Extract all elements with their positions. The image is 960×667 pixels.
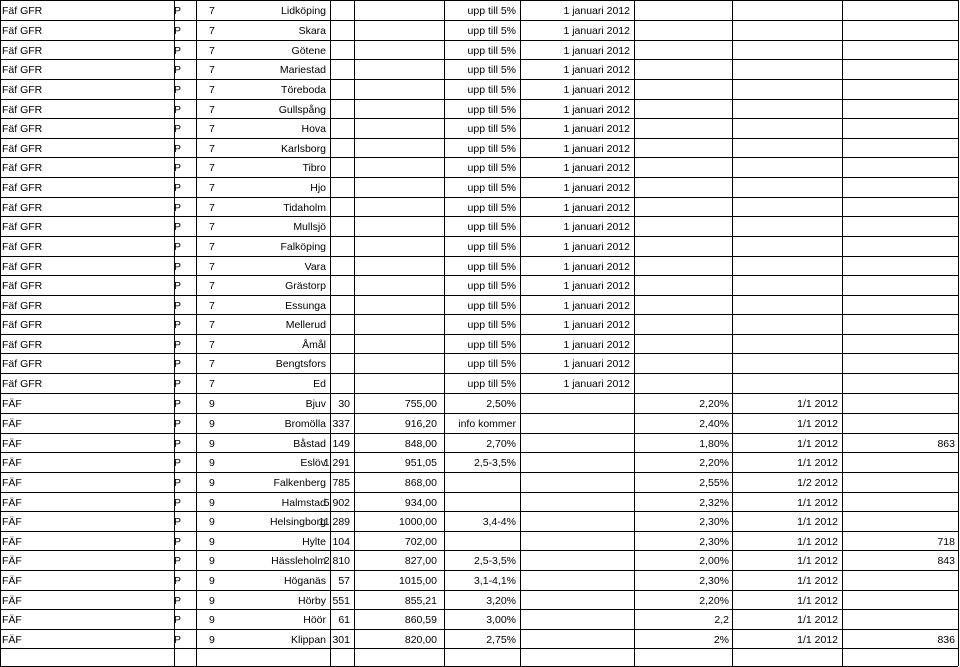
cell-unit[interactable]: Fäf GFR	[2, 104, 43, 116]
cell-municipality[interactable]: Lidköping	[281, 5, 326, 17]
cell-municipality[interactable]: Töreboda	[281, 84, 326, 96]
cell-type[interactable]: P	[174, 634, 182, 646]
cell-municipality[interactable]: Båstad	[293, 438, 326, 450]
cell-class[interactable]: 9	[209, 614, 215, 626]
cell-type[interactable]: P	[174, 339, 182, 351]
cell-municipality[interactable]: Helsingborg	[269, 516, 326, 528]
cell-date[interactable]: 1 januari 2012	[563, 358, 630, 370]
row-gridline	[0, 648, 958, 649]
cell-date[interactable]: 1 januari 2012	[563, 162, 630, 174]
cell-rate2[interactable]: 2,20%	[699, 595, 729, 607]
cell-municipality[interactable]: Hörby	[297, 595, 326, 607]
cell-unit[interactable]: FÄF	[2, 477, 22, 489]
row-gridline	[0, 99, 958, 100]
cell-type[interactable]: P	[174, 536, 182, 548]
cell-unit[interactable]: FÄF	[2, 614, 22, 626]
row-gridline	[0, 118, 958, 119]
row-gridline	[0, 334, 958, 335]
cell-unit[interactable]: Fäf GFR	[2, 162, 43, 174]
cell-type[interactable]: P	[174, 123, 182, 135]
cell-class[interactable]: 7	[209, 202, 215, 214]
cell-rate[interactable]: upp till 5%	[467, 64, 516, 76]
cell-rate2[interactable]: 2,40%	[699, 418, 729, 430]
cell-municipality[interactable]: Höganäs	[283, 575, 326, 587]
cell-municipality[interactable]: Essunga	[285, 300, 326, 312]
cell-class[interactable]: 7	[209, 64, 215, 76]
cell-unit[interactable]: FÄF	[2, 438, 22, 450]
cell-class[interactable]: 7	[209, 104, 215, 116]
row-gridline	[0, 59, 958, 60]
cell-type[interactable]: P	[174, 595, 182, 607]
cell-amount[interactable]: 1015,00	[399, 575, 437, 587]
cell-class[interactable]: 9	[209, 516, 215, 528]
cell-date[interactable]: 1 januari 2012	[563, 182, 630, 194]
cell-count[interactable]: 1 291	[323, 457, 350, 469]
cell-type[interactable]: P	[174, 457, 182, 469]
cell-unit[interactable]: Fäf GFR	[2, 64, 43, 76]
cell-municipality[interactable]: Klippan	[290, 634, 326, 646]
row-gridline	[0, 531, 958, 532]
cell-class[interactable]: 9	[209, 438, 215, 450]
cell-rate[interactable]: upp till 5%	[467, 378, 516, 390]
cell-value[interactable]: 718	[937, 536, 955, 548]
cell-amount[interactable]: 951,05	[404, 457, 437, 469]
cell-from-date[interactable]: 1/1 2012	[797, 595, 838, 607]
cell-date[interactable]: 1 januari 2012	[563, 261, 630, 273]
cell-municipality[interactable]: Mellerud	[285, 319, 326, 331]
cell-rate[interactable]: upp till 5%	[467, 162, 516, 174]
cell-municipality[interactable]: Skara	[298, 25, 326, 37]
cell-class[interactable]: 9	[209, 536, 215, 548]
cell-municipality[interactable]: Falköping	[280, 241, 326, 253]
row-gridline	[0, 609, 958, 610]
cell-municipality[interactable]: Mullsjö	[293, 221, 326, 233]
cell-type[interactable]: P	[174, 575, 182, 587]
cell-date[interactable]: 1 januari 2012	[563, 25, 630, 37]
cell-from-date[interactable]: 1/1 2012	[797, 438, 838, 450]
row-gridline	[0, 629, 958, 630]
row-gridline	[0, 393, 958, 394]
cell-municipality[interactable]: Halmstad	[281, 497, 326, 509]
cell-date[interactable]: 1 januari 2012	[563, 280, 630, 292]
cell-amount[interactable]: 848,00	[404, 438, 437, 450]
cell-count[interactable]: 30	[338, 398, 350, 410]
cell-municipality[interactable]: Mariestad	[279, 64, 326, 76]
cell-class[interactable]: 9	[209, 418, 215, 430]
cell-type[interactable]: P	[174, 319, 182, 331]
cell-rate[interactable]: upp till 5%	[467, 5, 516, 17]
row-gridline	[0, 236, 958, 237]
cell-amount[interactable]: 860,59	[404, 614, 437, 626]
cell-class[interactable]: 7	[209, 241, 215, 253]
cell-type[interactable]: P	[174, 64, 182, 76]
cell-unit[interactable]: FÄF	[2, 595, 22, 607]
cell-unit[interactable]: Fäf GFR	[2, 300, 43, 312]
cell-from-date[interactable]: 1/1 2012	[797, 497, 838, 509]
cell-value[interactable]: 863	[937, 438, 955, 450]
cell-rate[interactable]: 3,1-4,1%	[473, 575, 516, 587]
cell-class[interactable]: 9	[209, 398, 215, 410]
row-gridline	[0, 20, 958, 21]
cell-count[interactable]: 337	[332, 418, 350, 430]
cell-unit[interactable]: Fäf GFR	[2, 182, 43, 194]
cell-amount[interactable]: 820,00	[404, 634, 437, 646]
cell-type[interactable]: P	[174, 555, 182, 567]
cell-rate[interactable]: info kommer	[458, 418, 516, 430]
cell-from-date[interactable]: 1/1 2012	[797, 457, 838, 469]
cell-from-date[interactable]: 1/1 2012	[797, 398, 838, 410]
cell-rate2[interactable]: 1,80%	[699, 438, 729, 450]
cell-class[interactable]: 7	[209, 319, 215, 331]
cell-type[interactable]: P	[174, 45, 182, 57]
cell-type[interactable]: P	[174, 358, 182, 370]
cell-date[interactable]: 1 januari 2012	[563, 241, 630, 253]
cell-municipality[interactable]: Bjuv	[305, 398, 326, 410]
cell-amount[interactable]: 1000,00	[399, 516, 437, 528]
cell-unit[interactable]: Fäf GFR	[2, 143, 43, 155]
cell-unit[interactable]: FÄF	[2, 497, 22, 509]
cell-type[interactable]: P	[174, 261, 182, 273]
cell-municipality[interactable]: Åmål	[302, 339, 326, 351]
row-gridline	[0, 413, 958, 414]
cell-class[interactable]: 7	[209, 45, 215, 57]
cell-from-date[interactable]: 1/1 2012	[797, 634, 838, 646]
cell-rate[interactable]: 2,5-3,5%	[473, 555, 516, 567]
row-gridline	[0, 0, 958, 1]
cell-class[interactable]: 9	[209, 497, 215, 509]
cell-rate[interactable]: 3,20%	[486, 595, 516, 607]
cell-type[interactable]: P	[174, 143, 182, 155]
row-gridline	[0, 472, 958, 473]
cell-from-date[interactable]: 1/1 2012	[797, 614, 838, 626]
cell-class[interactable]: 9	[209, 555, 215, 567]
cell-unit[interactable]: Fäf GFR	[2, 319, 43, 331]
cell-type[interactable]: P	[174, 418, 182, 430]
cell-amount[interactable]: 934,00	[404, 497, 437, 509]
cell-rate[interactable]: upp till 5%	[467, 339, 516, 351]
cell-class[interactable]: 9	[209, 457, 215, 469]
row-gridline	[0, 353, 958, 354]
cell-value[interactable]: 836	[937, 634, 955, 646]
cell-count[interactable]: 785	[332, 477, 350, 489]
cell-class[interactable]: 7	[209, 358, 215, 370]
cell-unit[interactable]: Fäf GFR	[2, 339, 43, 351]
cell-from-date[interactable]: 1/1 2012	[797, 536, 838, 548]
cell-class[interactable]: 7	[209, 378, 215, 390]
cell-unit[interactable]: Fäf GFR	[2, 123, 43, 135]
cell-count[interactable]: 104	[332, 536, 350, 548]
row-gridline	[0, 570, 958, 571]
row-gridline	[0, 373, 958, 374]
cell-rate[interactable]: upp till 5%	[467, 319, 516, 331]
cell-municipality[interactable]: Ed	[313, 378, 326, 390]
cell-rate2[interactable]: 2,00%	[699, 555, 729, 567]
cell-unit[interactable]: FÄF	[2, 555, 22, 567]
cell-rate[interactable]: upp till 5%	[467, 221, 516, 233]
cell-unit[interactable]: Fäf GFR	[2, 202, 43, 214]
cell-municipality[interactable]: Eslöv	[300, 457, 326, 469]
cell-rate[interactable]: upp till 5%	[467, 202, 516, 214]
cell-municipality[interactable]: Götene	[291, 45, 326, 57]
cell-from-date[interactable]: 1/1 2012	[797, 575, 838, 587]
cell-class[interactable]: 7	[209, 182, 215, 194]
cell-date[interactable]: 1 januari 2012	[563, 84, 630, 96]
cell-unit[interactable]: FÄF	[2, 516, 22, 528]
cell-count[interactable]: 551	[332, 595, 350, 607]
row-gridline	[0, 452, 958, 453]
cell-rate2[interactable]: 2,30%	[699, 536, 729, 548]
cell-municipality[interactable]: Tibro	[302, 162, 326, 174]
cell-from-date[interactable]: 1/2 2012	[797, 477, 838, 489]
cell-date[interactable]: 1 januari 2012	[563, 339, 630, 351]
cell-municipality[interactable]: Hässleholm	[271, 555, 326, 567]
cell-from-date[interactable]: 1/1 2012	[797, 555, 838, 567]
cell-municipality[interactable]: Karlsborg	[281, 143, 326, 155]
cell-type[interactable]: P	[174, 104, 182, 116]
cell-class[interactable]: 7	[209, 162, 215, 174]
cell-date[interactable]: 1 januari 2012	[563, 104, 630, 116]
cell-class[interactable]: 7	[209, 300, 215, 312]
cell-rate[interactable]: 2,75%	[486, 634, 516, 646]
row-gridline	[0, 40, 958, 41]
row-gridline	[0, 157, 958, 158]
cell-class[interactable]: 7	[209, 339, 215, 351]
row-gridline	[0, 433, 958, 434]
cell-value[interactable]: 843	[937, 555, 955, 567]
cell-from-date[interactable]: 1/1 2012	[797, 418, 838, 430]
cell-rate[interactable]: upp till 5%	[467, 84, 516, 96]
cell-amount[interactable]: 827,00	[404, 555, 437, 567]
cell-rate2[interactable]: 2,30%	[699, 575, 729, 587]
cell-class[interactable]: 7	[209, 123, 215, 135]
cell-count[interactable]: 5 902	[323, 497, 350, 509]
cell-type[interactable]: P	[174, 162, 182, 174]
cell-from-date[interactable]: 1/1 2012	[797, 516, 838, 528]
cell-rate2[interactable]: 2%	[713, 634, 729, 646]
cell-municipality[interactable]: Bengtsfors	[275, 358, 326, 370]
cell-date[interactable]: 1 januari 2012	[563, 5, 630, 17]
cell-date[interactable]: 1 januari 2012	[563, 45, 630, 57]
cell-class[interactable]: 7	[209, 280, 215, 292]
cell-municipality[interactable]: Gullspång	[278, 104, 326, 116]
cell-unit[interactable]: Fäf GFR	[2, 280, 43, 292]
cell-date[interactable]: 1 januari 2012	[563, 202, 630, 214]
cell-count[interactable]: 11 289	[318, 516, 350, 528]
cell-rate[interactable]: upp till 5%	[467, 25, 516, 37]
cell-rate[interactable]: 2,50%	[486, 398, 516, 410]
cell-rate[interactable]: upp till 5%	[467, 241, 516, 253]
cell-count[interactable]: 149	[332, 438, 350, 450]
cell-unit[interactable]: Fäf GFR	[2, 5, 43, 17]
cell-class[interactable]: 7	[209, 143, 215, 155]
row-gridline	[0, 216, 958, 217]
cell-unit[interactable]: Fäf GFR	[2, 358, 43, 370]
cell-municipality[interactable]: Bromölla	[284, 418, 326, 430]
cell-municipality[interactable]: Hjo	[310, 182, 326, 194]
cell-amount[interactable]: 755,00	[404, 398, 437, 410]
cell-unit[interactable]: Fäf GFR	[2, 241, 43, 253]
cell-date[interactable]: 1 januari 2012	[563, 123, 630, 135]
cell-municipality[interactable]: Grästorp	[285, 280, 326, 292]
cell-rate2[interactable]: 2,55%	[699, 477, 729, 489]
cell-type[interactable]: P	[174, 477, 182, 489]
cell-date[interactable]: 1 januari 2012	[563, 378, 630, 390]
cell-date[interactable]: 1 januari 2012	[563, 143, 630, 155]
row-gridline	[0, 511, 958, 512]
cell-count[interactable]: 301	[332, 634, 350, 646]
row-gridline	[0, 79, 958, 80]
cell-unit[interactable]: Fäf GFR	[2, 261, 43, 273]
cell-amount[interactable]: 702,00	[404, 536, 437, 548]
cell-unit[interactable]: FÄF	[2, 457, 22, 469]
cell-rate2[interactable]: 2,32%	[699, 497, 729, 509]
cell-type[interactable]: P	[174, 182, 182, 194]
cell-count[interactable]: 61	[338, 614, 350, 626]
cell-type[interactable]: P	[174, 221, 182, 233]
cell-rate[interactable]: upp till 5%	[467, 104, 516, 116]
cell-type[interactable]: P	[174, 25, 182, 37]
cell-unit[interactable]: FÄF	[2, 634, 22, 646]
cell-rate[interactable]: upp till 5%	[467, 300, 516, 312]
cell-rate[interactable]: upp till 5%	[467, 280, 516, 292]
column-gridline	[958, 0, 959, 666]
row-gridline	[0, 550, 958, 551]
row-gridline	[0, 177, 958, 178]
cell-rate2[interactable]: 2,20%	[699, 398, 729, 410]
cell-rate[interactable]: upp till 5%	[467, 261, 516, 273]
cell-rate2[interactable]: 2,30%	[699, 516, 729, 528]
cell-class[interactable]: 7	[209, 25, 215, 37]
cell-municipality[interactable]: Höör	[303, 614, 326, 626]
cell-type[interactable]: P	[174, 202, 182, 214]
cell-rate[interactable]: upp till 5%	[467, 143, 516, 155]
cell-rate[interactable]: 2,70%	[486, 438, 516, 450]
cell-count[interactable]: 57	[338, 575, 350, 587]
cell-rate2[interactable]: 2,2	[714, 614, 729, 626]
cell-type[interactable]: P	[174, 300, 182, 312]
cell-unit[interactable]: FÄF	[2, 575, 22, 587]
cell-class[interactable]: 7	[209, 84, 215, 96]
cell-amount[interactable]: 855,21	[404, 595, 437, 607]
row-gridline	[0, 256, 958, 257]
cell-rate[interactable]: upp till 5%	[467, 123, 516, 135]
cell-rate[interactable]: upp till 5%	[467, 45, 516, 57]
row-gridline	[0, 314, 958, 315]
cell-class[interactable]: 9	[209, 477, 215, 489]
cell-type[interactable]: P	[174, 280, 182, 292]
cell-rate[interactable]: upp till 5%	[467, 358, 516, 370]
cell-type[interactable]: P	[174, 438, 182, 450]
cell-count[interactable]: 2 810	[323, 555, 350, 567]
cell-type[interactable]: P	[174, 378, 182, 390]
cell-unit[interactable]: FÄF	[2, 536, 22, 548]
cell-date[interactable]: 1 januari 2012	[563, 300, 630, 312]
cell-type[interactable]: P	[174, 398, 182, 410]
cell-unit[interactable]: Fäf GFR	[2, 84, 43, 96]
cell-municipality[interactable]: Hova	[301, 123, 326, 135]
cell-unit[interactable]: Fäf GFR	[2, 378, 43, 390]
cell-rate[interactable]: 2,5-3,5%	[473, 457, 516, 469]
cell-type[interactable]: P	[174, 516, 182, 528]
cell-date[interactable]: 1 januari 2012	[563, 319, 630, 331]
cell-rate[interactable]: 3,00%	[486, 614, 516, 626]
row-gridline	[0, 590, 958, 591]
cell-unit[interactable]: Fäf GFR	[2, 45, 43, 57]
cell-amount[interactable]: 868,00	[404, 477, 437, 489]
row-gridline	[0, 197, 958, 198]
cell-municipality[interactable]: Tidaholm	[283, 202, 326, 214]
cell-class[interactable]: 7	[209, 261, 215, 273]
cell-class[interactable]: 9	[209, 575, 215, 587]
cell-municipality[interactable]: Hylte	[302, 536, 326, 548]
cell-date[interactable]: 1 januari 2012	[563, 221, 630, 233]
cell-class[interactable]: 7	[209, 5, 215, 17]
cell-class[interactable]: 7	[209, 221, 215, 233]
row-gridline	[0, 275, 958, 276]
cell-type[interactable]: P	[174, 241, 182, 253]
cell-unit[interactable]: FÄF	[2, 398, 22, 410]
row-gridline	[0, 138, 958, 139]
cell-unit[interactable]: Fäf GFR	[2, 25, 43, 37]
cell-type[interactable]: P	[174, 5, 182, 17]
cell-amount[interactable]: 916,20	[404, 418, 437, 430]
row-gridline	[0, 295, 958, 296]
cell-unit[interactable]: Fäf GFR	[2, 221, 43, 233]
cell-type[interactable]: P	[174, 84, 182, 96]
cell-rate[interactable]: upp till 5%	[467, 182, 516, 194]
cell-type[interactable]: P	[174, 614, 182, 626]
cell-rate2[interactable]: 2,20%	[699, 457, 729, 469]
cell-rate[interactable]: 3,4-4%	[482, 516, 516, 528]
cell-type[interactable]: P	[174, 497, 182, 509]
cell-class[interactable]: 9	[209, 595, 215, 607]
row-gridline	[0, 492, 958, 493]
cell-unit[interactable]: FÄF	[2, 418, 22, 430]
cell-class[interactable]: 9	[209, 634, 215, 646]
cell-date[interactable]: 1 januari 2012	[563, 64, 630, 76]
cell-municipality[interactable]: Falkenberg	[273, 477, 326, 489]
cell-municipality[interactable]: Vara	[304, 261, 326, 273]
